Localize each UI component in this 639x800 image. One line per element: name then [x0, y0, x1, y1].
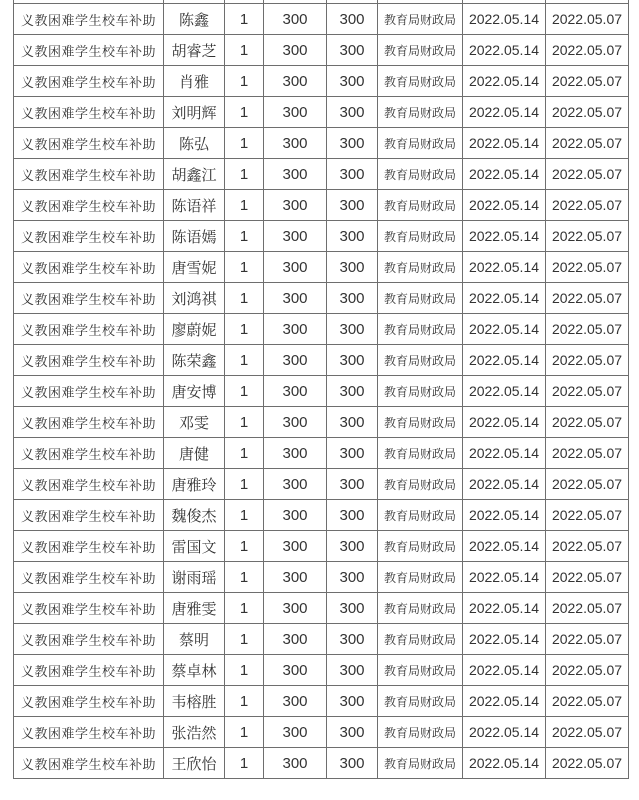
cell-standard-amount: 300 [264, 128, 327, 159]
cell-student-name: 雷国文 [164, 531, 225, 562]
cell-standard-amount: 300 [264, 159, 327, 190]
cell-date-second: 2022.05.07 [546, 407, 629, 438]
cell-quantity: 1 [225, 128, 264, 159]
cell-date-second: 2022.05.07 [546, 345, 629, 376]
cell-paid-amount: 300 [327, 593, 378, 624]
cell-date-first: 2022.05.14 [463, 624, 546, 655]
cell-date-second: 2022.05.07 [546, 469, 629, 500]
cell-quantity: 1 [225, 221, 264, 252]
cell-paid-amount: 300 [327, 686, 378, 717]
cell-standard-amount: 300 [264, 283, 327, 314]
cell-standard-amount: 300 [264, 407, 327, 438]
cell-date-second: 2022.05.07 [546, 221, 629, 252]
cell-standard-amount: 300 [264, 252, 327, 283]
cell-agency: 教育局财政局 [378, 159, 463, 190]
cell-quantity: 1 [225, 283, 264, 314]
cell-quantity: 1 [225, 345, 264, 376]
cell-quantity: 1 [225, 252, 264, 283]
cell-agency: 教育局财政局 [378, 314, 463, 345]
cell-date-second: 2022.05.07 [546, 500, 629, 531]
cell-agency: 教育局财政局 [378, 66, 463, 97]
cell-quantity: 1 [225, 655, 264, 686]
table-row [14, 97, 629, 128]
cell-student-name: 胡鑫江 [164, 159, 225, 190]
cell-standard-amount: 300 [264, 717, 327, 748]
cell-date-second: 2022.05.07 [546, 97, 629, 128]
cell-quantity: 1 [225, 97, 264, 128]
table-row [14, 624, 629, 655]
cell-subsidy-name: 义教困难学生校车补助 [14, 190, 164, 221]
cell-subsidy-name: 义教困难学生校车补助 [14, 655, 164, 686]
cell-quantity: 1 [225, 438, 264, 469]
cell-student-name: 唐安博 [164, 376, 225, 407]
cell-student-name: 唐雪妮 [164, 252, 225, 283]
cell-standard-amount: 300 [264, 376, 327, 407]
cell-subsidy-name: 义教困难学生校车补助 [14, 469, 164, 500]
table-row [14, 376, 629, 407]
cell-date-first: 2022.05.14 [463, 190, 546, 221]
cell-date-first: 2022.05.14 [463, 438, 546, 469]
cell-standard-amount: 300 [264, 35, 327, 66]
cell-paid-amount: 300 [327, 345, 378, 376]
table-row [14, 4, 629, 35]
table-row [14, 66, 629, 97]
cell-subsidy-name: 义教困难学生校车补助 [14, 624, 164, 655]
cell-date-first: 2022.05.14 [463, 531, 546, 562]
cell-standard-amount: 300 [264, 4, 327, 35]
cell-student-name: 廖蔚妮 [164, 314, 225, 345]
cell-paid-amount: 300 [327, 128, 378, 159]
cell-subsidy-name: 义教困难学生校车补助 [14, 66, 164, 97]
subsidy-table-container [13, 0, 629, 779]
cell-date-second: 2022.05.07 [546, 748, 629, 779]
cell-paid-amount: 300 [327, 469, 378, 500]
cell-paid-amount: 300 [327, 748, 378, 779]
cell-paid-amount: 300 [327, 376, 378, 407]
cell-standard-amount: 300 [264, 97, 327, 128]
cell-date-second: 2022.05.07 [546, 159, 629, 190]
cell-date-first: 2022.05.14 [463, 97, 546, 128]
cell-date-second: 2022.05.07 [546, 190, 629, 221]
cell-standard-amount: 300 [264, 593, 327, 624]
cell-date-first: 2022.05.14 [463, 686, 546, 717]
cell-date-second: 2022.05.07 [546, 4, 629, 35]
table-row [14, 593, 629, 624]
cell-quantity: 1 [225, 562, 264, 593]
cell-subsidy-name: 义教困难学生校车补助 [14, 438, 164, 469]
cell-date-first: 2022.05.14 [463, 376, 546, 407]
cell-student-name: 唐雅玲 [164, 469, 225, 500]
table-row [14, 314, 629, 345]
cell-subsidy-name: 义教困难学生校车补助 [14, 4, 164, 35]
cell-agency: 教育局财政局 [378, 345, 463, 376]
cell-student-name: 张浩然 [164, 717, 225, 748]
cell-subsidy-name: 义教困难学生校车补助 [14, 252, 164, 283]
cell-agency: 教育局财政局 [378, 376, 463, 407]
cell-date-first: 2022.05.14 [463, 221, 546, 252]
subsidy-table [13, 0, 629, 779]
cell-student-name: 陈语祥 [164, 190, 225, 221]
cell-date-first: 2022.05.14 [463, 283, 546, 314]
cell-agency: 教育局财政局 [378, 593, 463, 624]
cell-paid-amount: 300 [327, 562, 378, 593]
cell-agency: 教育局财政局 [378, 655, 463, 686]
cell-subsidy-name: 义教困难学生校车补助 [14, 717, 164, 748]
cell-standard-amount: 300 [264, 314, 327, 345]
cell-date-first: 2022.05.14 [463, 593, 546, 624]
cell-date-first: 2022.05.14 [463, 4, 546, 35]
cell-paid-amount: 300 [327, 717, 378, 748]
cell-date-second: 2022.05.07 [546, 531, 629, 562]
cell-subsidy-name: 义教困难学生校车补助 [14, 345, 164, 376]
cell-student-name: 蔡卓林 [164, 655, 225, 686]
cell-agency: 教育局财政局 [378, 717, 463, 748]
cell-date-first: 2022.05.14 [463, 35, 546, 66]
cell-quantity: 1 [225, 748, 264, 779]
cell-paid-amount: 300 [327, 314, 378, 345]
table-row [14, 469, 629, 500]
cell-subsidy-name: 义教困难学生校车补助 [14, 748, 164, 779]
cell-quantity: 1 [225, 407, 264, 438]
cell-subsidy-name: 义教困难学生校车补助 [14, 221, 164, 252]
cell-agency: 教育局财政局 [378, 4, 463, 35]
cell-quantity: 1 [225, 35, 264, 66]
cell-student-name: 刘明辉 [164, 97, 225, 128]
cell-subsidy-name: 义教困难学生校车补助 [14, 407, 164, 438]
table-row [14, 345, 629, 376]
cell-quantity: 1 [225, 531, 264, 562]
cell-student-name: 唐健 [164, 438, 225, 469]
cell-student-name: 陈弘 [164, 128, 225, 159]
cell-paid-amount: 300 [327, 66, 378, 97]
cell-paid-amount: 300 [327, 35, 378, 66]
cell-standard-amount: 300 [264, 531, 327, 562]
cell-quantity: 1 [225, 469, 264, 500]
table-row [14, 407, 629, 438]
cell-paid-amount: 300 [327, 283, 378, 314]
cell-student-name: 陈鑫 [164, 4, 225, 35]
table-row [14, 500, 629, 531]
cell-agency: 教育局财政局 [378, 407, 463, 438]
cell-date-second: 2022.05.07 [546, 128, 629, 159]
cell-agency: 教育局财政局 [378, 686, 463, 717]
cell-standard-amount: 300 [264, 562, 327, 593]
cell-paid-amount: 300 [327, 655, 378, 686]
cell-student-name: 肖雅 [164, 66, 225, 97]
cell-student-name: 胡睿芝 [164, 35, 225, 66]
cell-date-first: 2022.05.14 [463, 748, 546, 779]
cell-subsidy-name: 义教困难学生校车补助 [14, 97, 164, 128]
cell-standard-amount: 300 [264, 624, 327, 655]
cell-agency: 教育局财政局 [378, 438, 463, 469]
table-row [14, 35, 629, 66]
cell-paid-amount: 300 [327, 624, 378, 655]
cell-student-name: 邓雯 [164, 407, 225, 438]
cell-standard-amount: 300 [264, 500, 327, 531]
cell-student-name: 韦榕胜 [164, 686, 225, 717]
cell-date-first: 2022.05.14 [463, 407, 546, 438]
cell-agency: 教育局财政局 [378, 97, 463, 128]
cell-date-second: 2022.05.07 [546, 717, 629, 748]
cell-subsidy-name: 义教困难学生校车补助 [14, 593, 164, 624]
cell-date-second: 2022.05.07 [546, 438, 629, 469]
cell-paid-amount: 300 [327, 159, 378, 190]
table-row [14, 562, 629, 593]
cell-standard-amount: 300 [264, 221, 327, 252]
cell-agency: 教育局财政局 [378, 748, 463, 779]
cell-subsidy-name: 义教困难学生校车补助 [14, 376, 164, 407]
cell-paid-amount: 300 [327, 252, 378, 283]
cell-standard-amount: 300 [264, 748, 327, 779]
cell-date-first: 2022.05.14 [463, 469, 546, 500]
cell-quantity: 1 [225, 159, 264, 190]
cell-student-name: 唐雅雯 [164, 593, 225, 624]
cell-date-second: 2022.05.07 [546, 314, 629, 345]
cell-quantity: 1 [225, 4, 264, 35]
table-row [14, 686, 629, 717]
table-row [14, 283, 629, 314]
cell-subsidy-name: 义教困难学生校车补助 [14, 159, 164, 190]
cell-standard-amount: 300 [264, 190, 327, 221]
cell-quantity: 1 [225, 593, 264, 624]
table-row [14, 128, 629, 159]
cell-subsidy-name: 义教困难学生校车补助 [14, 531, 164, 562]
cell-agency: 教育局财政局 [378, 624, 463, 655]
cell-standard-amount: 300 [264, 655, 327, 686]
table-row [14, 531, 629, 562]
cell-quantity: 1 [225, 500, 264, 531]
cell-subsidy-name: 义教困难学生校车补助 [14, 283, 164, 314]
cell-date-second: 2022.05.07 [546, 562, 629, 593]
cell-paid-amount: 300 [327, 438, 378, 469]
cell-agency: 教育局财政局 [378, 35, 463, 66]
cell-quantity: 1 [225, 190, 264, 221]
cell-date-second: 2022.05.07 [546, 66, 629, 97]
cell-student-name: 魏俊杰 [164, 500, 225, 531]
table-row [14, 221, 629, 252]
cell-subsidy-name: 义教困难学生校车补助 [14, 686, 164, 717]
cell-date-first: 2022.05.14 [463, 717, 546, 748]
cell-student-name: 王欣怡 [164, 748, 225, 779]
table-row [14, 748, 629, 779]
cell-subsidy-name: 义教困难学生校车补助 [14, 314, 164, 345]
cell-paid-amount: 300 [327, 4, 378, 35]
cell-agency: 教育局财政局 [378, 283, 463, 314]
cell-subsidy-name: 义教困难学生校车补助 [14, 500, 164, 531]
cell-date-first: 2022.05.14 [463, 655, 546, 686]
cell-date-second: 2022.05.07 [546, 376, 629, 407]
cell-quantity: 1 [225, 686, 264, 717]
cell-quantity: 1 [225, 66, 264, 97]
cell-standard-amount: 300 [264, 66, 327, 97]
cell-agency: 教育局财政局 [378, 531, 463, 562]
cell-date-first: 2022.05.14 [463, 314, 546, 345]
cell-subsidy-name: 义教困难学生校车补助 [14, 35, 164, 66]
cell-quantity: 1 [225, 717, 264, 748]
cell-paid-amount: 300 [327, 97, 378, 128]
cell-date-second: 2022.05.07 [546, 624, 629, 655]
table-row [14, 159, 629, 190]
cell-agency: 教育局财政局 [378, 128, 463, 159]
cell-quantity: 1 [225, 314, 264, 345]
cell-date-second: 2022.05.07 [546, 593, 629, 624]
cell-agency: 教育局财政局 [378, 469, 463, 500]
cell-subsidy-name: 义教困难学生校车补助 [14, 562, 164, 593]
cell-agency: 教育局财政局 [378, 500, 463, 531]
cell-date-first: 2022.05.14 [463, 128, 546, 159]
cell-paid-amount: 300 [327, 190, 378, 221]
cell-date-second: 2022.05.07 [546, 686, 629, 717]
cell-agency: 教育局财政局 [378, 252, 463, 283]
table-row [14, 190, 629, 221]
table-row [14, 717, 629, 748]
cell-student-name: 谢雨瑶 [164, 562, 225, 593]
cell-date-second: 2022.05.07 [546, 252, 629, 283]
cell-standard-amount: 300 [264, 345, 327, 376]
table-row [14, 252, 629, 283]
cell-standard-amount: 300 [264, 469, 327, 500]
cell-paid-amount: 300 [327, 500, 378, 531]
cell-paid-amount: 300 [327, 407, 378, 438]
cell-agency: 教育局财政局 [378, 562, 463, 593]
cell-quantity: 1 [225, 624, 264, 655]
cell-student-name: 陈语嫣 [164, 221, 225, 252]
cell-standard-amount: 300 [264, 438, 327, 469]
table-row [14, 438, 629, 469]
table-row [14, 655, 629, 686]
cell-date-first: 2022.05.14 [463, 252, 546, 283]
cell-date-second: 2022.05.07 [546, 655, 629, 686]
cell-date-first: 2022.05.14 [463, 562, 546, 593]
cell-paid-amount: 300 [327, 221, 378, 252]
cell-date-second: 2022.05.07 [546, 35, 629, 66]
cell-quantity: 1 [225, 376, 264, 407]
cell-student-name: 陈荣鑫 [164, 345, 225, 376]
cell-date-first: 2022.05.14 [463, 159, 546, 190]
cell-standard-amount: 300 [264, 686, 327, 717]
cell-agency: 教育局财政局 [378, 190, 463, 221]
cell-date-second: 2022.05.07 [546, 283, 629, 314]
cell-paid-amount: 300 [327, 531, 378, 562]
cell-date-first: 2022.05.14 [463, 345, 546, 376]
cell-student-name: 蔡明 [164, 624, 225, 655]
cell-date-first: 2022.05.14 [463, 500, 546, 531]
cell-subsidy-name: 义教困难学生校车补助 [14, 128, 164, 159]
cell-date-first: 2022.05.14 [463, 66, 546, 97]
cell-student-name: 刘鸿祺 [164, 283, 225, 314]
cell-agency: 教育局财政局 [378, 221, 463, 252]
